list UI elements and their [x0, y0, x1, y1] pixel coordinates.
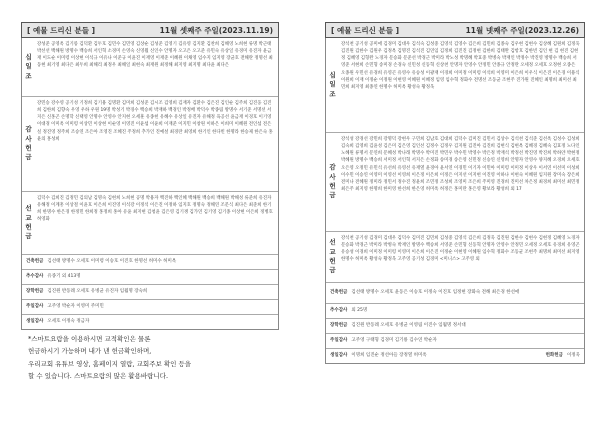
section-names: 김덕수 김희진 김정민 김의남 김명숙 김현희 노희현 공명 박용자 백진하 백인혜 백해원 백승희 백해원 박해성 류준희 유진자 유해정 이계흥 이상철 이윤호 이은희 이진영 이석강 이정석 이은진 이정하 임지호 정명숙 정해연 조문식 최다은 최준희 한기희 한명수 한은경 한정민 한희정 홍정희 홍아 유윤 최지현 김청윤 김은영 김기쟁 김가연 김기영 김기종 이상현 이은희 정병호 허영화: [37, 196, 273, 223]
row-label: 주일감사: [26, 303, 44, 309]
section-names: 강민승 강수영 공기성 기정희 김기용 김명환 김미희 김성준 김시조 김영희 김재자 김환수 김은진 김인순 김주희 김진웅 김진희 김한희 김향숙 우영 우하 우원 19명 박성기 박경수 백승희 박재하 백경인 박정배 박덕수 박종림 방명수 서기준 서명선 서지은 신홍곤 손명학 신택영 안명수 안영수 안지현 오세훈 유종헌 유혜수 유상일 유진자 유해정 육공선 윤금재 이경호 이기영 이대경 이미옥 이미령 이상민 이상현 이순영 이영진 이윤섭 이윤희 이재준 이지민 이창원 이하은 이희미 이혜원 전인섭 전은실 정진영 정주희 조승연 조은아 조영진 조혜진 주정희 추가인 진예설 최경란 최영희 한기인 한다빈 한명라 한승제 한은숙 홍윤의 홍성희: [37, 101, 273, 142]
offering-list: [21, 38, 279, 330]
section-mission: [326, 232, 584, 283]
row-scholarship: [22, 285, 278, 300]
birthday-cell: [330, 353, 427, 360]
row-value: 유종기 외 413명: [47, 273, 81, 279]
row-sunday-thanks: [22, 300, 278, 315]
row-building: [326, 283, 584, 304]
header-date: 11월 셋째주 주일(2023.11.19): [159, 25, 273, 35]
row-birthday-flower: [326, 349, 584, 363]
row-birthday: [22, 315, 278, 329]
section-label: 감 사 헌 금: [25, 125, 32, 162]
row-value: 이정욱: [566, 352, 580, 358]
row-value: 고주영 구태형 김경미 김기룡 김수연 박순자: [351, 337, 437, 343]
row-value: 이명희 임진순 정선아들 장정열 허미옥: [351, 352, 427, 358]
section-label: 선 교 헌 금: [329, 238, 336, 275]
row-sunday-thanks: [326, 334, 584, 349]
row-label: 추수감사: [26, 273, 44, 279]
row-building: [22, 255, 278, 270]
section-tithe: [22, 38, 278, 97]
row-label: 생일감사: [330, 352, 348, 358]
row-label: 생일감사: [26, 318, 44, 324]
panel-header: [21, 22, 279, 38]
notice-line: 헌금하시기 가능하며 내가 낸 헌금확인하며,: [28, 347, 152, 356]
section-label: 십 일 조: [25, 52, 32, 80]
header-title: [ 예물 드리신 분들 ]: [331, 25, 400, 35]
offering-panel-left: [21, 22, 279, 330]
offering-panel-right: [325, 22, 585, 364]
row-label: 주일감사: [330, 337, 348, 343]
row-label: 건축헌금: [330, 289, 348, 295]
section-thanks: [326, 133, 584, 232]
row-value: 김진원 반동례 오세호 유병균 이영림 이진수 임월명 정서대: [351, 322, 466, 328]
section-names: 강석천 공기성 김경미 김대우 김덕수 김미진 김민희 김성중 김영석 김은희 김정욱 김진원 김한수 김현수 김현정 김혜영 노경자 문승화 박경근 박미라 박병숙 박재인 방명수 백승희 서영준 손민형 신동혁 안명자 안영수 안정민 오세정 오세호 유경희 유영곤 유승성 이경희 이미정 이미령 이영미 이은희 이은진 이정순 이현영 이혜원 임수혁 정화수 조동균 조현주 최명희 최미선 최지영 한명수 허미옥 황성숙 황정욱 고주영 공기성 김경미 <미니스> 고주영 외: [341, 236, 580, 263]
section-tithe: [326, 38, 584, 133]
row-value: 김선태 방명수 오세호 윤동은 이승호 이정숙 이진호 임정현 장화숙 전해 최은경 한선애: [351, 289, 520, 295]
row-label: 장학헌금: [26, 288, 44, 294]
section-thanks: [22, 97, 278, 192]
header-date: 11월 넷째주 주일(2023.12.26): [465, 25, 579, 35]
panel-header: [325, 22, 585, 38]
row-value: 고주영 박순자 이영미 주미민: [47, 303, 104, 309]
row-label: 추수감사: [330, 307, 348, 313]
row-value: 김선태 방명수 오세호 이미령 이승호 이진호 한명선 허미수 허미옥: [47, 258, 177, 264]
notice-line: 할 수 있습니다. 스마트요람의 많은 활용바랍니다.: [28, 372, 169, 381]
section-names: 강석성 강경선 강민희 강명덕 강현우 구민희 김남호 김대희 김덕수 김미진 김민서 김상수 김석천 김석준 김선옥 김성수 김성희 김숙희 김영희 김윤성 김은미 김은영 김인선 김정수 김정우 김지원 김진아 김진희 김현식 김현옥 김혜경 김혜숙 김효정 노다인 노혜원 류명서 문연희 문혜성 박나래 박명수 박미진 박민우 박수민 박영수 박은정 박재석 박정선 박진영 박진희 박하얀 박현정 박혜원 방명수 백승희 서미정 서인혁 서지은 손정화 송미경 송은영 신민정 신승연 신영희 안명자 안영수 양지혜 오경희 오세호 오은영 오정민 유민석 유선희 유영선 유재열 윤경아 윤서연 이경민 이기자 이민아 이미령 이미정 이상우 이서연 이선미 이성희 이수민 이승연 이영미 이영선 이영희 이은정 이은희 이정은 이지선 이지현 이진영 이하나 이현숙 이혜원 임지원 장미숙 장은희 전미나 전혜원 정미라 정민서 정수진 정윤희 조민정 조성희 조영미 조은희 주미영 진경희 진미선 차은정 최경희 최미선 최민정 최은주 최지영 한명희 한미영 한선희 한은영 허미옥 허정은 홍미란 홍은영 황보라 황성희 외 17: [341, 137, 580, 192]
notice-line: 우리교회 유튜브 영상, 홈페이지 열람, 교회주보 확인 등을: [28, 359, 192, 368]
row-value: 외 25명: [351, 307, 368, 313]
row-label: 헌화헌금: [545, 352, 563, 358]
row-harvest: [326, 304, 584, 319]
flower-cell: [546, 353, 580, 360]
section-names: 강성준 공영옥 김기룡 김덕환 김두호 김민수 김민영 김상순 김성준 김영기 김유영 김지환 김찬희 김해영 노희현 류명 박근태 박선선 백해원 방명수 백승희 서인혁 소경미 손영숙 신영월 신인수 안명자 오고은 오고준 유민숙 유상일 유경미 유진자 윤금재 이도순 이미령 이상현 이석규 이유나 이준규 이윤진 이재영 이재준 이혜원 이채영 임수지 임지영 장균호 전해란 정명선 최동현 최기영 최다은 최두희 최해리 최정우 최해일 최현숙 최재원 최정해 최지영 최지명 최다윤 최다은: [37, 42, 273, 69]
row-label: 장학헌금: [330, 322, 348, 328]
row-scholarship: [326, 319, 584, 334]
section-label: 감 사 헌 금: [329, 163, 336, 200]
section-label: 선 교 헌 금: [25, 204, 32, 241]
smart-app-notice: [28, 333, 278, 382]
header-title: [ 예물 드리신 분들 ]: [27, 25, 96, 35]
offering-list: [325, 38, 585, 364]
section-names: 강석천 공기성 공미애 김경미 김대우 김석숙 김성중 김영석 김영수 김은희 김민희 김종숙 김우현 김현수 김상혜 김원희 김정욱 김진원 김한수 김원우 김정옥 김명진 김석진 김연임 김정희 김진진 김정현 김한희 김태완 김항호 김한빈 김인 현 김 현진 김현정 김혜영 김형완 노경자 문승화 문준선 박경근 박미라 박노성 박명혜 박효중 박병숙 박재인 박정수 박진영 방명수 백승희 서영준 서현희 손민형 송미경 손경숙 신민성 신동혁 신상천 안명자 안영수 안정민 안종규 안정란 오세정 오세호 오정현 오종은 오종원 우민선 유경희 유영곤 유영수 유승성 이광재 이경희 이미정 이미령 이석희 이영미 이은희 이우식 이은진 이은경 이용식 이원희 이재 이정순 이정원 이현영 이혜원 이혜정 임영 임수혁 정화수 전명선 조동균 조현주 진가원 진혜인 최명희 최미선 최민희 최지영 최종연 한명수 허미옥 황성숙 황정욱: [341, 42, 580, 90]
row-value: 오세호 이정숙 정금자: [47, 318, 90, 324]
row-harvest: [22, 270, 278, 285]
section-mission: [22, 192, 278, 255]
notice-line: *스마트요람을 이용하시면 교적확인은 물론: [28, 335, 151, 343]
row-value: 김진원 반동례 오세호 유병균 유진자 임월명 장숙희: [47, 288, 148, 294]
row-label: 건축헌금: [26, 258, 44, 264]
section-label: 십 일 조: [329, 70, 336, 98]
